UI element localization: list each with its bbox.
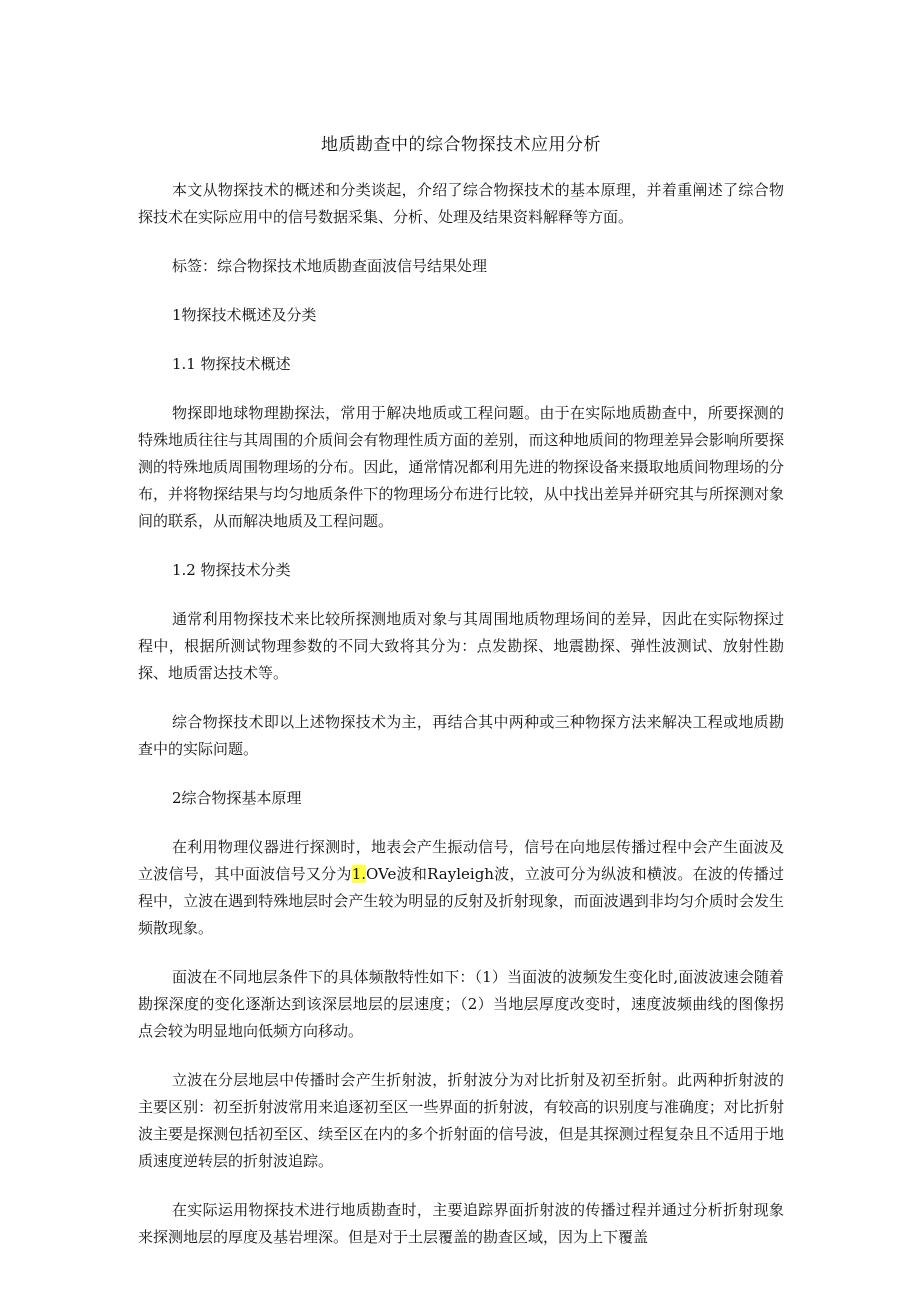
section-1-2-paragraph-2: 综合物探技术即以上述物探技术为主，再结合其中两种或三种物探方法来解决工程或地质勘查中的实际问题。 xyxy=(138,713,784,758)
section-1-heading: 1物探技术概述及分类 xyxy=(172,306,317,324)
section-1-1-heading: 1.1 物探技术概述 xyxy=(172,355,291,373)
document-title: 地质勘查中的综合物探技术应用分析 xyxy=(321,135,601,155)
section-1-2-paragraph-1: 通常利用物探技术来比较所探测地质对象与其周围地质物理场间的差异，因此在实际物探过程中，根据所测试物理参数的不同大致将其分为：点发勘探、地震勘探、弹性波测试、放射性勘探、地质雷达技术等。 xyxy=(138,610,784,682)
section-2-paragraph-2: 面波在不同地层条件下的具体频散特性如下：（1）当面波的波频发生变化时,面波波速会随着勘探深度的变化逐渐达到该深层地层的层速度；（2）当地层厚度改变时，速度波频曲线的图像拐点会较为明显地向低频方向移动。 xyxy=(138,968,784,1040)
section-1-1-paragraph-1: 物探即地球物理勘探法，常用于解决地质或工程问题。由于在实际地质勘查中，所要探测的特殊地质往往与其周围的介质间会有物理性质方面的差别，而这种地质间的物理差异会影响所要探测的特殊地质周围物理场的分布。因此，通常情况都利用先进的物探设备来摄取地质间物理场的分布，并将物探结果与均匀地质条件下的物理场分布进行比较，从中找出差异并研究其与所探测对象间的联系，从而解决地质及工程问题。 xyxy=(138,404,784,530)
section-2-paragraph-3: 立波在分层地层中传播时会产生折射波，折射波分为对比折射及初至折射。此两种折射波的主要区别：初至折射波常用来追逐初至区一些界面的折射波，有较高的识别度与准确度；对比折射波主要是探测包括初至区、续至区在内的多个折射面的信号波，但是其探测过程复杂且不适用于地质速度逆转层的折射波追踪。 xyxy=(138,1071,784,1170)
section-1-2-heading: 1.2 物探技术分类 xyxy=(172,561,291,579)
section-2-heading: 2综合物探基本原理 xyxy=(172,789,302,807)
section-2-paragraph-4: 在实际运用物探技术进行地质勘查时，主要追踪界面折射波的传播过程并通过分析折射现象来探测地层的厚度及基岩埋深。但是对于土层覆盖的勘查区域，因为上下覆盖 xyxy=(138,1201,784,1246)
paragraph-text-after-highlight: OVe波和Rayleigh波，立波可分为纵波和横波。在波的传播过程中，立波在遇到特殊地层时会产生较为明显的反射及折射现象，而面波遇到非均匀介质时会发生频散现象。 xyxy=(138,865,784,937)
abstract-paragraph: 本文从物探技术的概述和分类谈起，介绍了综合物探技术的基本原理，并着重阐述了综合物探技术在实际应用中的信号数据采集、分析、处理及结果资料解释等方面。 xyxy=(138,181,784,226)
section-2-paragraph-1 xyxy=(138,834,784,942)
highlighted-text: 1. xyxy=(351,865,367,883)
paragraph-text-before-highlight: 在利用物理仪器进行探测时，地表会产生振动信号，信号在向地层传播过程中会产生面波及立波信号，其中面波信号又分为 xyxy=(138,838,784,883)
keywords-line: 标签：综合物探技术地质勘查面波信号结果处理 xyxy=(172,257,488,275)
